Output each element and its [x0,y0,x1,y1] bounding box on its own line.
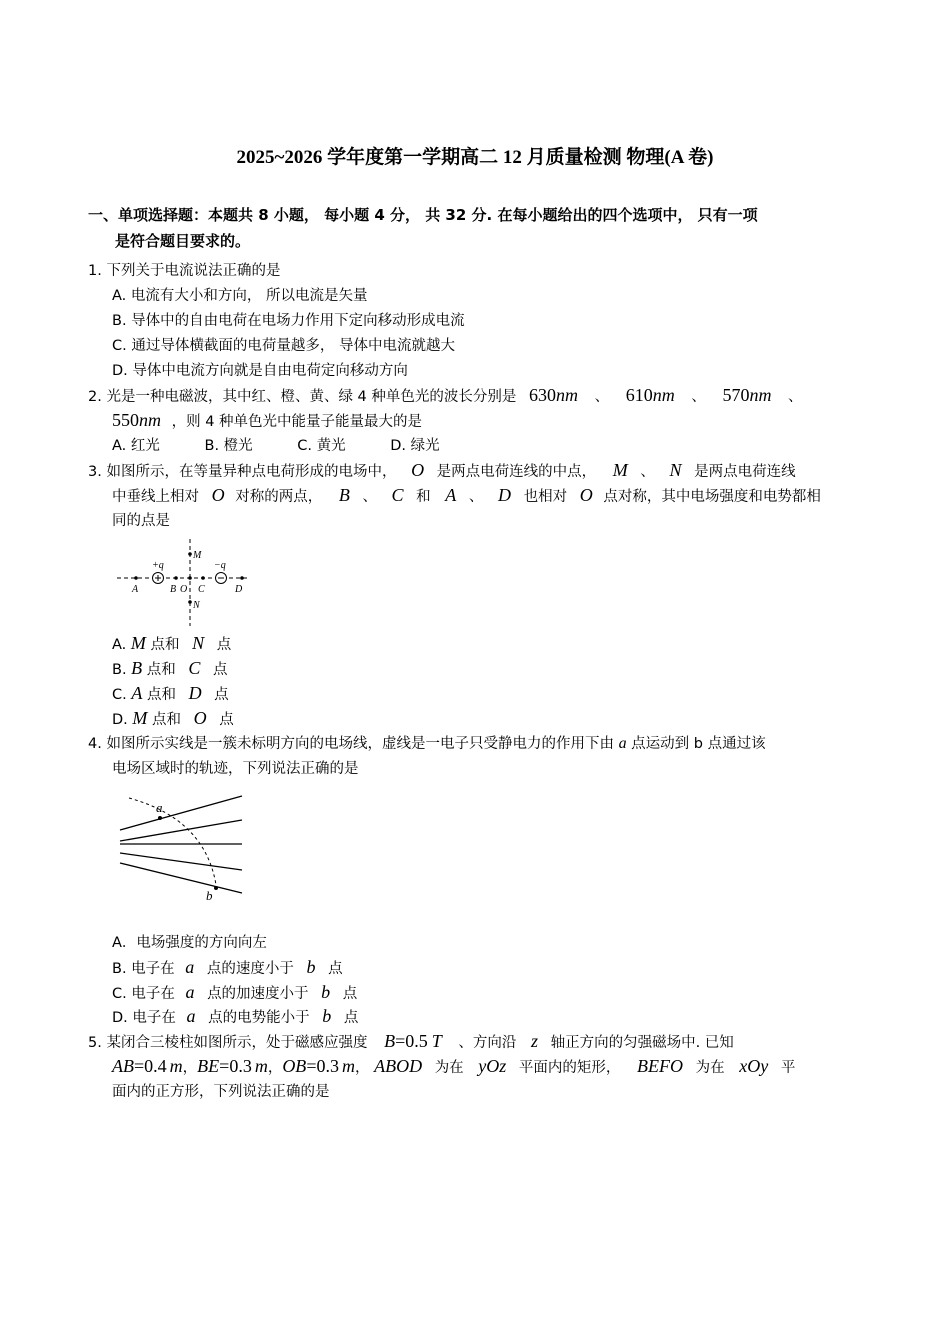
q1-stem: 1. 下列关于电流说法正确的是 [88,263,281,279]
q3-sep: 、 [362,489,377,505]
q5-var-B: B [384,1031,396,1051]
q2-unit-red: nm [556,385,578,405]
q3-text: 是两点电荷连线的中点， [436,464,597,480]
q4-option-end: 点 [342,986,358,1002]
q5-stem-line1 [88,1031,734,1053]
q2-unit-orange: nm [652,385,675,405]
q4-text: 点运动到 [631,736,690,752]
q3-text: 也相对 [523,489,568,505]
electron-trajectory [129,798,217,892]
q3-var-D: D [188,683,202,703]
q3-var-M: M [132,708,148,728]
q4-var-a: a [618,735,627,752]
q3-var-N: N [192,633,205,653]
q4-var-a: a [186,1006,196,1026]
point-a-dot [158,816,162,820]
q5-text: 5. 某闭合三棱柱如图所示，处于磁感应强度 [88,1035,368,1051]
q3-and: 和 [416,489,431,505]
q3-var-O: O [579,485,593,505]
point-O-dot [188,576,192,580]
label-minus-q: −q [214,560,226,571]
q4-field-line-diagram [115,792,250,904]
q5-eq: = [134,1056,145,1076]
q3-option-prefix: D. [112,712,128,728]
q5-eq: = [395,1031,406,1051]
q4-stem-line2: 电场区域时的轨迹，下列说法正确的是 [112,761,359,777]
q5-var-xOy: xOy [739,1056,769,1076]
q4-option-prefix: B. 电子在 [112,961,175,977]
q3-option-end: 点 [214,687,229,703]
q3-text: 中垂线上相对 [112,489,199,505]
q3-sep: 、 [640,464,655,480]
q3-sep: 、 [468,489,484,505]
q5-unit-m: m [169,1056,183,1076]
q3-stem-line2 [112,485,821,507]
q5-unit-m: m [341,1056,355,1076]
q5-unit-T: T [431,1031,442,1051]
page-title: 2025~2026 学年度第一学期高二 12 月质量检测 物理(A 卷) [236,147,714,168]
q4-var-a: a [185,957,195,977]
q4-option-end: 点 [328,961,343,977]
q4-option-a: A．电场强度的方向向左 [112,935,267,951]
section-heading [88,202,878,254]
q5-text: 平 [780,1060,796,1076]
q5-comma: ， [354,1060,370,1076]
q3-var-D: D [498,485,511,505]
q3-text: 点对称，其中电场强度和电势都相 [603,489,821,505]
q2-stem-text2: ，则 4 种单色光中能量子能量最大的是 [171,414,423,430]
point-M-dot [188,552,192,556]
q3-var-A: A [445,485,457,505]
label-M: M [193,550,202,561]
q3-option-c [112,683,229,705]
q3-var-C: C [391,485,404,505]
q3-option-prefix: A. [112,637,127,653]
q4-option-prefix: D. 电子在 [112,1010,176,1026]
q2-wavelength-red: 630 [529,385,556,405]
q2-option-b: B. 橙光 [204,438,253,454]
q2-unit-green: nm [139,410,161,430]
q5-text: 平面内的矩形， [518,1060,621,1076]
point-b-dot [214,886,218,890]
q2-option-a: A. 红光 [112,438,160,454]
q4-var-b: b [321,982,331,1002]
q4-var-b: b [322,1006,332,1026]
q4-option-b [112,957,343,979]
q5-unit-m: m [254,1056,268,1076]
q3-option-end: 点 [216,637,232,653]
label-O: O [180,584,188,595]
q5-text: 为在 [695,1060,725,1076]
label-D: D [235,584,243,595]
q3-option-a [112,633,231,655]
label-plus-q: +q [152,560,164,571]
label-N: N [193,600,200,611]
q4-stem-line1 [88,734,766,754]
point-D-dot [240,576,244,580]
q1-option-b: B. 导体中的自由电荷在电场力作用下定向移动形成电流 [112,313,465,329]
q1-option-c: C. 通过导体横截面的电荷量越多， 导体中电流就越大 [112,338,455,354]
q4-option-d [112,1006,358,1028]
q4-option-end: 点 [343,1010,359,1026]
section-heading-line1: 一、单项选择题：本题共 8 小题， 每小题 4 分， 共 32 分. 在每小题给出的四个选项中， 只有一项 [88,206,758,224]
q2-sep: 、 [594,389,610,405]
q2-option-d: D. 绿光 [390,438,440,454]
q3-var-N: N [669,460,682,480]
q4-option-mid: 点的加速度小于 [207,986,309,1002]
q5-AB-value: 0.4 [144,1056,167,1076]
q3-option-mid: 点和 [146,687,176,703]
q5-stem-line2 [112,1056,795,1078]
q3-option-end: 点 [219,712,234,728]
q2-unit-yellow: nm [749,385,772,405]
q1-option-a: A. 电流有大小和方向， 所以电流是矢量 [112,288,368,304]
q3-option-prefix: C. [112,687,127,703]
field-line-1 [120,796,242,830]
section-heading-line2: 是符合题目要求的。 [115,232,251,250]
q2-option-c: C. 黄光 [297,438,346,454]
q2-sep: 、 [691,389,706,405]
q4-option-mid: 点的电势能小于 [208,1010,310,1026]
q5-var-ABOD: ABOD [374,1056,423,1076]
q3-var-O: O [193,708,207,728]
q2-wavelength-green: 550 [112,410,139,430]
q5-var-BEFO: BEFO [637,1056,683,1076]
q3-var-B: B [338,485,350,505]
point-B-dot [174,576,178,580]
q3-text: 3. 如图所示，在等量异种点电荷形成的电场中， [88,464,397,480]
q5-BE-value: 0.3 [229,1056,252,1076]
q3-var-M: M [130,633,146,653]
q2-sep: 、 [788,389,803,405]
q3-var-M: M [612,460,628,480]
label-A: A [132,584,139,595]
q3-charge-diagram [112,536,252,628]
q4-text: 4. 如图所示实线是一簇未标明方向的电场线，虚线是一电子只受静电力的作用下由 [88,736,614,752]
field-line-2 [120,820,242,841]
q3-var-B: B [131,658,143,678]
q4-option-prefix: C. 电子在 [112,986,175,1002]
q3-var-O: O [211,485,225,505]
q3-option-prefix: B. [112,662,127,678]
q2-stem-line2 [112,410,422,432]
q4-option-c [112,982,357,1004]
label-b: b [206,888,213,903]
q5-comma: ， [267,1060,283,1076]
point-C-dot [201,576,205,580]
q5-text: 轴正方向的匀强磁场中. 已知 [550,1035,734,1051]
point-A-dot [134,576,138,580]
q4-var-a: a [185,982,195,1002]
q1-option-d: D. 导体中电流方向就是自由电荷定向移动方向 [112,363,408,379]
q5-B-value: 0.5 [405,1031,428,1051]
q3-option-d [112,708,234,730]
q3-option-b [112,658,228,680]
q5-stem-line3: 面内的正方形，下列说法正确的是 [112,1084,330,1100]
q4-option-mid: 点的速度小于 [206,961,294,977]
q5-var-yOz: yOz [478,1056,507,1076]
q5-var-z: z [530,1031,538,1051]
q2-stem-text: 2. 光是一种电磁波，其中红、橙、黄、绿 4 种单色光的波长分别是 [88,389,517,405]
point-N-dot [188,600,192,604]
q2-stem-line1 [88,385,803,407]
q5-var-AB: AB [112,1056,134,1076]
q5-text: 为在 [434,1060,464,1076]
q2-wavelength-yellow: 570 [722,385,750,405]
q2-options [112,436,440,456]
q3-var-O: O [411,460,425,480]
q5-var-BE: BE [197,1056,220,1076]
q4-text: 点通过该 [707,736,766,752]
q3-text: 是两点电荷连线 [694,464,796,480]
q3-option-end: 点 [213,662,228,678]
q4-var-b: b [693,736,703,752]
label-B: B [170,584,177,595]
q5-eq: = [219,1056,230,1076]
q3-option-mid: 点和 [152,712,181,728]
q3-option-mid: 点和 [146,662,176,678]
q3-var-A: A [131,683,143,703]
q5-text: 、方向沿 [458,1035,517,1051]
q3-stem-line3: 同的点是 [112,513,170,529]
q3-option-mid: 点和 [150,637,180,653]
q2-wavelength-orange: 610 [625,385,653,405]
q5-OB-value: 0.3 [316,1056,339,1076]
label-a: a [156,800,163,815]
label-C: C [198,584,205,595]
q3-text: 对称的两点， [235,489,323,505]
q5-comma: ， [182,1060,198,1076]
q3-stem-line1 [88,460,796,482]
q5-var-OB: OB [282,1056,307,1076]
q3-var-C: C [188,658,201,678]
q5-eq: = [306,1056,317,1076]
q4-var-b: b [306,957,316,977]
